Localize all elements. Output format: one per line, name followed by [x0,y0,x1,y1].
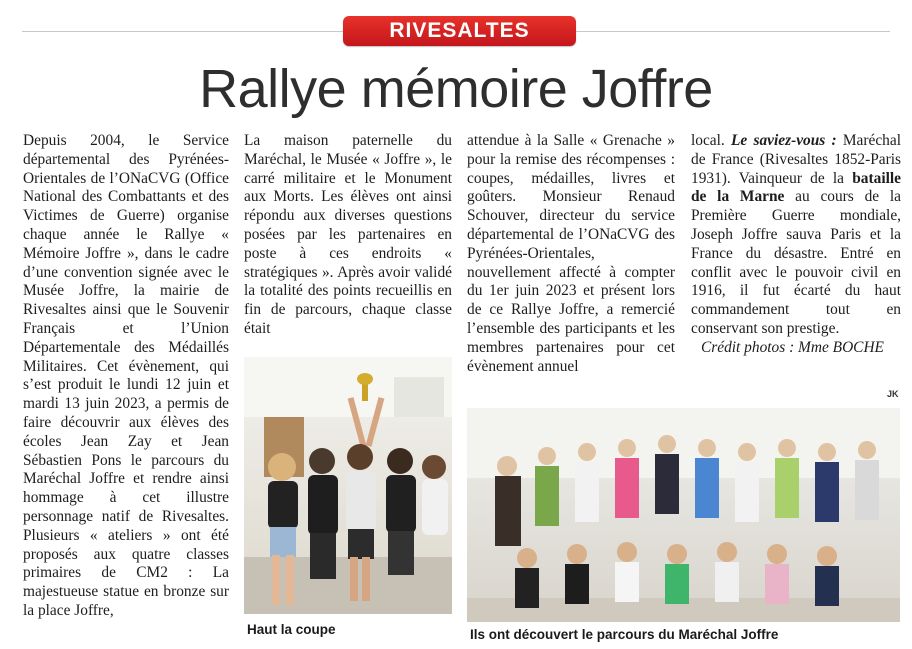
trophy-photo-illustration [244,357,452,614]
section-label: RIVESALTES [389,19,530,42]
section-banner [343,16,576,46]
photo-1-caption: Haut la coupe [247,622,336,637]
article-column-4 [691,132,901,358]
group-photo [467,408,900,622]
trophy-photo [244,357,452,614]
group-photo-illustration [467,408,900,622]
column-3-text: attendue à la Salle « Grenache » pour la remise des récompenses : coupes, médailles, livres et goûters. Monsieur Renaud Schouver, directeur du service départemental de l’ONaCVG des Pyrénées-Orientales, nouvellement affecté à compter du 1er juin 2023 et présent lors de ce Rallye Joffre, a remercié l’ensemble des participants et les membres partenaires pour cet évènement annuel [467,132,675,375]
column-1-text: Depuis 2004, le Service départemental des Pyrénées-Orientales de l’ONaCVG (Office National des Combattants et des Victimes de Guerre) organise chaque année le Rallye « Mémoire Joffre », dans le cadre d’une convention signée avec le Musée Joffre, la mairie de Rivesaltes ainsi que le Souvenir Français et l’Union Départementale des Médaillés Militaires. Cet évènement, qui s’est produit le lundi 12 juin et mardi 13 juin 2023, a permis de faire découvrir aux élèves des écoles Jean Zay et Jean Sébastien Pons le parcours du Maréchal Joffre et rendre ainsi hommage à cet illustre personnage natif de Rivesaltes. Plusieurs « ateliers » ont été proposés aux quatre classes primaires de CM2 : La majestueuse statue en bronze sur la place Joffre, [23,132,229,619]
photo-2-caption: Ils ont découvert le parcours du Maréchal Joffre [470,627,779,642]
column-2-text: La maison paternelle du Maréchal, le Musée « Joffre », le carré militaire et le Monument aux Morts. Les élèves ont ainsi répondu aux diverses questions posées par les partenaires en poste à ces endroits « stratégiques ». Après avoir validé la totalité des points recueillis en fin de parcours, chaque classe était [244,132,452,337]
column-4-lead: local. [691,132,725,149]
column-4-text [691,132,901,339]
author-initials: JK [887,389,899,399]
battle-name: bataille de la Marne [691,169,901,206]
did-you-know-label: Le saviez-vous : [731,132,837,149]
column-4-text-part2: au cours de la Première Guerre mondiale, Joseph Joffre sauva Paris et la France du désastre. Entré en conflit avec le pouvoir civil en 1916, il fut écarté du haut commandement tout en conservant son prestige. [691,188,901,337]
photo-credit: Crédit photos : Mme BOCHE [701,338,884,356]
article-column-3 [467,132,675,376]
headline: Rallye mémoire Joffre [199,59,713,119]
column-4-text-part1: Maréchal de France (Rivesaltes 1852-Paris 1931). Vainqueur de la [691,132,901,187]
article-column-1 [23,132,229,621]
article-column-2 [244,132,452,339]
